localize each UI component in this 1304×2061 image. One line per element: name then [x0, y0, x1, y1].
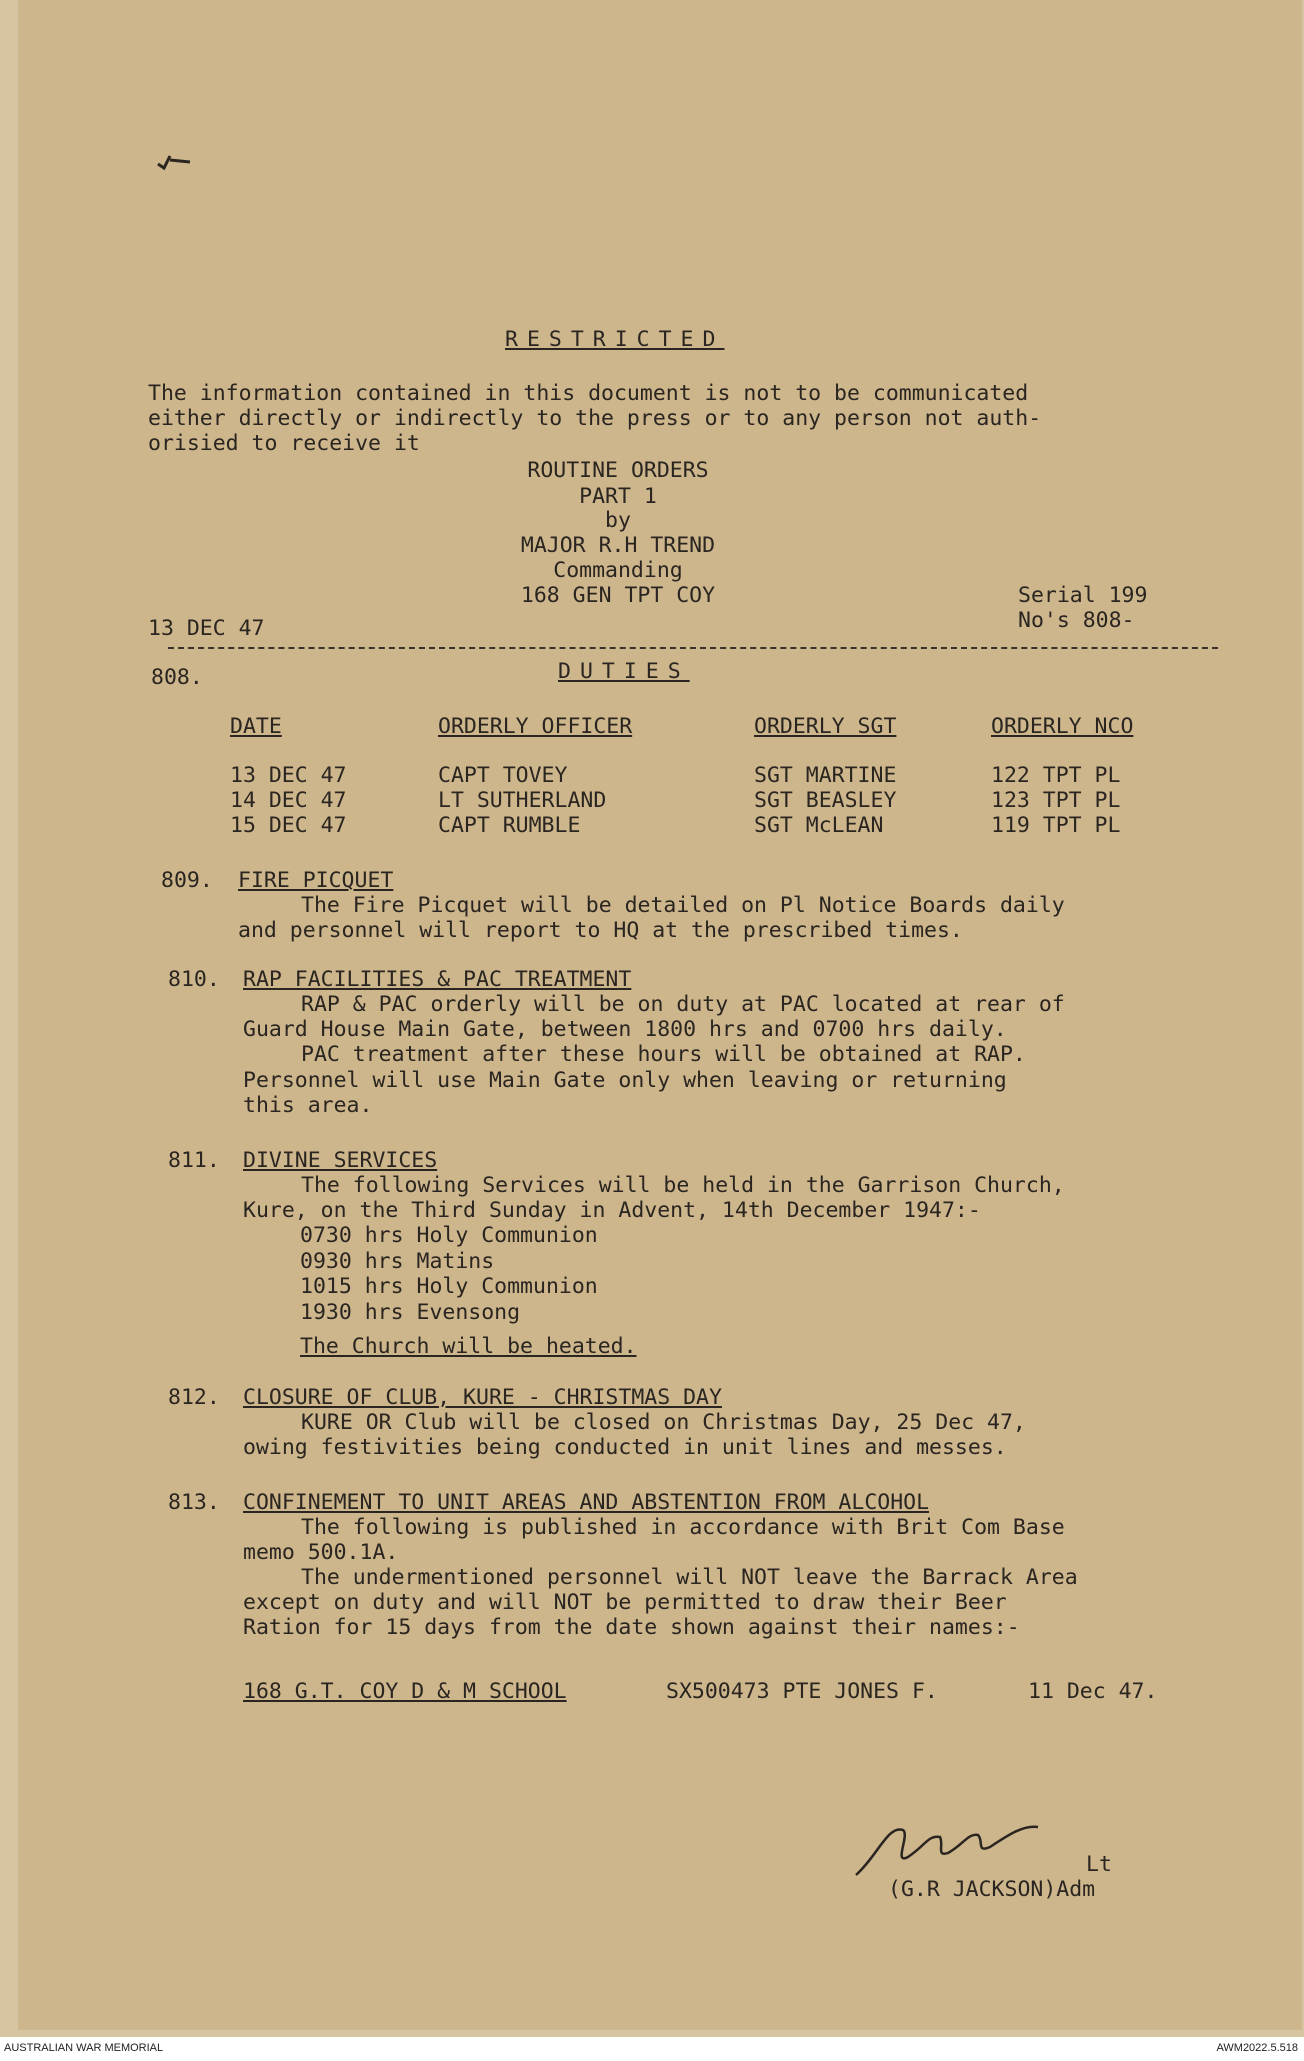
signature-name: (G.R JACKSON)Adm [888, 1877, 1096, 1902]
duty-row-2-officer: LT SUTHERLAND [438, 788, 607, 813]
service-2: 0930 hrs Matins [300, 1249, 495, 1274]
section-811-title: DIVINE SERVICES [243, 1148, 438, 1173]
document-date: 13 DEC 47 [148, 616, 265, 641]
serial-number: Serial 199 [1018, 583, 1148, 608]
section-809-line-1: The Fire Picquet will be detailed on Pl Notice Boards daily [301, 893, 1065, 918]
section-811-line-2: Kure, on the Third Sunday in Advent, 14th December 1947:- [243, 1198, 981, 1223]
footer-strip [0, 2037, 1304, 2061]
section-810-line-1: RAP & PAC orderly will be on duty at PAC located at rear of [301, 992, 1065, 1017]
footer-institution: AUSTRALIAN WAR MEMORIAL [4, 2042, 164, 2054]
heading-unit: 168 GEN TPT COY [520, 583, 716, 608]
duty-row-1-officer: CAPT TOVEY [438, 763, 568, 788]
section-810-line-5: this area. [243, 1093, 373, 1118]
section-810-line-2: Guard House Main Gate, between 1800 hrs and 0700 hrs daily. [243, 1017, 1007, 1042]
document-paper [18, 0, 1302, 2030]
section-812-line-1: KURE OR Club will be closed on Christmas Day, 25 Dec 47, [301, 1410, 1026, 1435]
restricted-title: RESTRICTED [505, 327, 725, 352]
section-813-line-5: Ration for 15 days from the date shown against their names:- [243, 1615, 1020, 1640]
duty-row-3-sgt: SGT McLEAN [754, 813, 884, 838]
duty-row-2-nco: 123 TPT PL [991, 788, 1121, 813]
notice-line-3: orisied to receive it [148, 431, 420, 456]
heading-routine-orders: ROUTINE ORDERS [527, 458, 709, 483]
heading-by: by [605, 508, 631, 533]
section-811-number: 811. [168, 1148, 220, 1173]
header-divider [168, 647, 1218, 649]
duty-row-3-officer: CAPT RUMBLE [438, 813, 581, 838]
section-810-number: 810. [168, 967, 220, 992]
duty-row-3-nco: 119 TPT PL [991, 813, 1121, 838]
duty-row-2-date: 14 DEC 47 [230, 788, 347, 813]
section-813-line-3: The undermentioned personnel will NOT leave the Barrack Area [301, 1565, 1078, 1590]
duty-row-3-date: 15 DEC 47 [230, 813, 347, 838]
duty-row-1-sgt: SGT MARTINE [754, 763, 897, 788]
service-1: 0730 hrs Holy Communion [300, 1223, 598, 1248]
notice-line-1: The information contained in this document is not to be communicated [148, 381, 1029, 406]
duty-row-2-sgt: SGT BEASLEY [754, 788, 897, 813]
duty-row-1-nco: 122 TPT PL [991, 763, 1121, 788]
section-812-number: 812. [168, 1385, 220, 1410]
service-3: 1015 hrs Holy Communion [300, 1274, 598, 1299]
section-813-line-4: except on duty and will NOT be permitted to draw their Beer [243, 1590, 1007, 1615]
heading-part: PART 1 [579, 484, 657, 509]
confinement-entry-unit: 168 G.T. COY D & M SCHOOL [243, 1679, 567, 1704]
section-812-title: CLOSURE OF CLUB, KURE - CHRISTMAS DAY [243, 1385, 722, 1410]
confinement-entry-detail: SX500473 PTE JONES F. [666, 1679, 938, 1704]
duty-row-1-date: 13 DEC 47 [230, 763, 347, 788]
section-813-line-2: memo 500.1A. [243, 1540, 399, 1565]
signature-rank: Lt [1086, 1852, 1112, 1877]
heading-commanding: Commanding [553, 558, 683, 583]
section-812-line-2: owing festivities being conducted in unit lines and messes. [243, 1435, 1007, 1460]
section-813-title: CONFINEMENT TO UNIT AREAS AND ABSTENTION FROM ALCOHOL [243, 1490, 930, 1515]
section-811-closing: The Church will be heated. [300, 1334, 637, 1359]
section-809-line-2: and personnel will report to HQ at the prescribed times. [238, 918, 963, 943]
section-808-title: DUTIES [558, 659, 690, 684]
service-4: 1930 hrs Evensong [300, 1300, 521, 1325]
footer-accession-number: AWM2022.5.518 [1216, 2042, 1298, 2054]
handwritten-tick-mark [154, 150, 194, 180]
duties-header-sgt: ORDERLY SGT [754, 714, 897, 739]
section-810-title: RAP FACILITIES & PAC TREATMENT [243, 967, 632, 992]
duties-header-nco: ORDERLY NCO [991, 714, 1134, 739]
duties-header-date: DATE [230, 714, 282, 739]
notice-line-2: either directly or indirectly to the press or to any person not auth- [148, 406, 1042, 431]
duties-header-officer: ORDERLY OFFICER [438, 714, 633, 739]
confinement-entry-date: 11 Dec 47. [1028, 1679, 1158, 1704]
section-813-line-1: The following is published in accordance with Brit Com Base [301, 1515, 1065, 1540]
section-808-number: 808. [151, 665, 203, 690]
section-810-line-3: PAC treatment after these hours will be obtained at RAP. [301, 1042, 1026, 1067]
heading-commander: MAJOR R.H TREND [520, 533, 716, 558]
order-numbers: No's 808- [1018, 608, 1135, 633]
section-810-line-4: Personnel will use Main Gate only when leaving or returning [243, 1068, 1007, 1093]
section-813-number: 813. [168, 1490, 220, 1515]
section-809-number: 809. [161, 868, 213, 893]
section-811-line-1: The following Services will be held in the Garrison Church, [301, 1173, 1065, 1198]
section-809-title: FIRE PICQUET [238, 868, 394, 893]
handwritten-signature [848, 1795, 1108, 1885]
